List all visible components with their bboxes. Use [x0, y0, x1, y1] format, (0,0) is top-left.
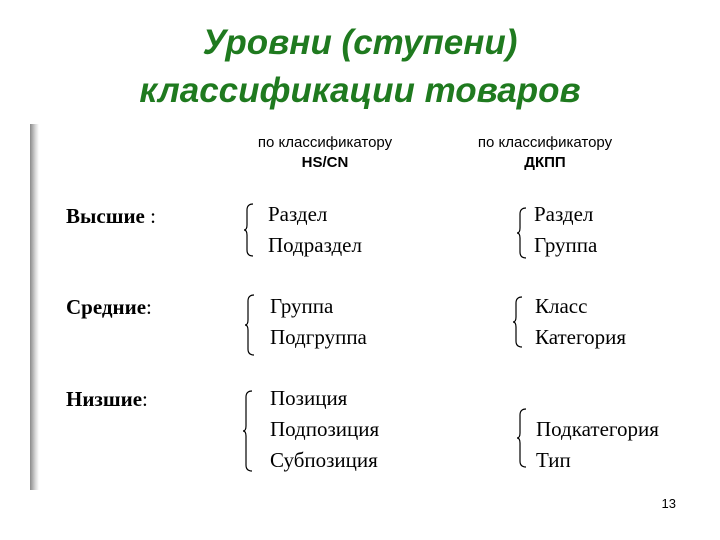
curly-brace-icon	[516, 408, 528, 468]
level-label-suffix: :	[146, 295, 152, 319]
dkpp-items-lower	[536, 414, 659, 476]
level-label-text: Высшие	[66, 204, 145, 228]
level-label-text: Низшие	[66, 387, 143, 411]
column-header-dkpp-prefix: по классификатору	[477, 134, 613, 151]
hs-items-middle	[270, 291, 367, 353]
left-decorative-bar	[30, 124, 39, 490]
hs-item: Позиция	[270, 386, 348, 410]
column-header-dkpp-code: ДКПП	[524, 154, 566, 171]
column-header-hs-cn	[215, 133, 435, 173]
column-header-hs-prefix: по классификатору	[257, 134, 393, 151]
hs-items-higher	[268, 199, 362, 261]
hs-item: Субпозиция	[270, 448, 378, 472]
hs-item: Подпозиция	[270, 417, 380, 441]
slide-page-number: 13	[661, 496, 676, 511]
slide-title-line-2: классификации товаров	[139, 71, 581, 110]
dkpp-item: Группа	[534, 233, 598, 257]
level-label-middle	[66, 294, 152, 320]
hs-item: Подгруппа	[270, 325, 367, 349]
hs-item: Раздел	[268, 202, 328, 226]
dkpp-item: Тип	[536, 448, 571, 472]
column-header-dkpp	[435, 133, 655, 173]
hs-item: Группа	[270, 294, 334, 318]
dkpp-item: Раздел	[534, 202, 594, 226]
dkpp-item: Категория	[535, 325, 626, 349]
curly-brace-icon	[242, 390, 254, 472]
curly-brace-icon	[516, 207, 528, 259]
level-label-higher	[66, 203, 156, 229]
level-label-text: Средние	[66, 295, 147, 319]
curly-brace-icon	[244, 294, 256, 356]
hs-items-lower	[270, 383, 379, 476]
dkpp-item: Класс	[535, 294, 588, 318]
dkpp-items-higher	[534, 199, 597, 261]
curly-brace-icon	[243, 203, 255, 257]
level-label-suffix: :	[144, 204, 156, 228]
dkpp-items-middle	[535, 291, 626, 353]
level-label-suffix: :	[142, 387, 148, 411]
curly-brace-icon	[512, 296, 524, 348]
level-label-lower	[66, 386, 148, 412]
column-header-hs-code: HS/CN	[301, 154, 349, 171]
hs-item: Подраздел	[268, 233, 362, 257]
dkpp-item: Подкатегория	[536, 417, 659, 441]
slide-title-line-1: Уровни (ступени)	[202, 23, 518, 62]
